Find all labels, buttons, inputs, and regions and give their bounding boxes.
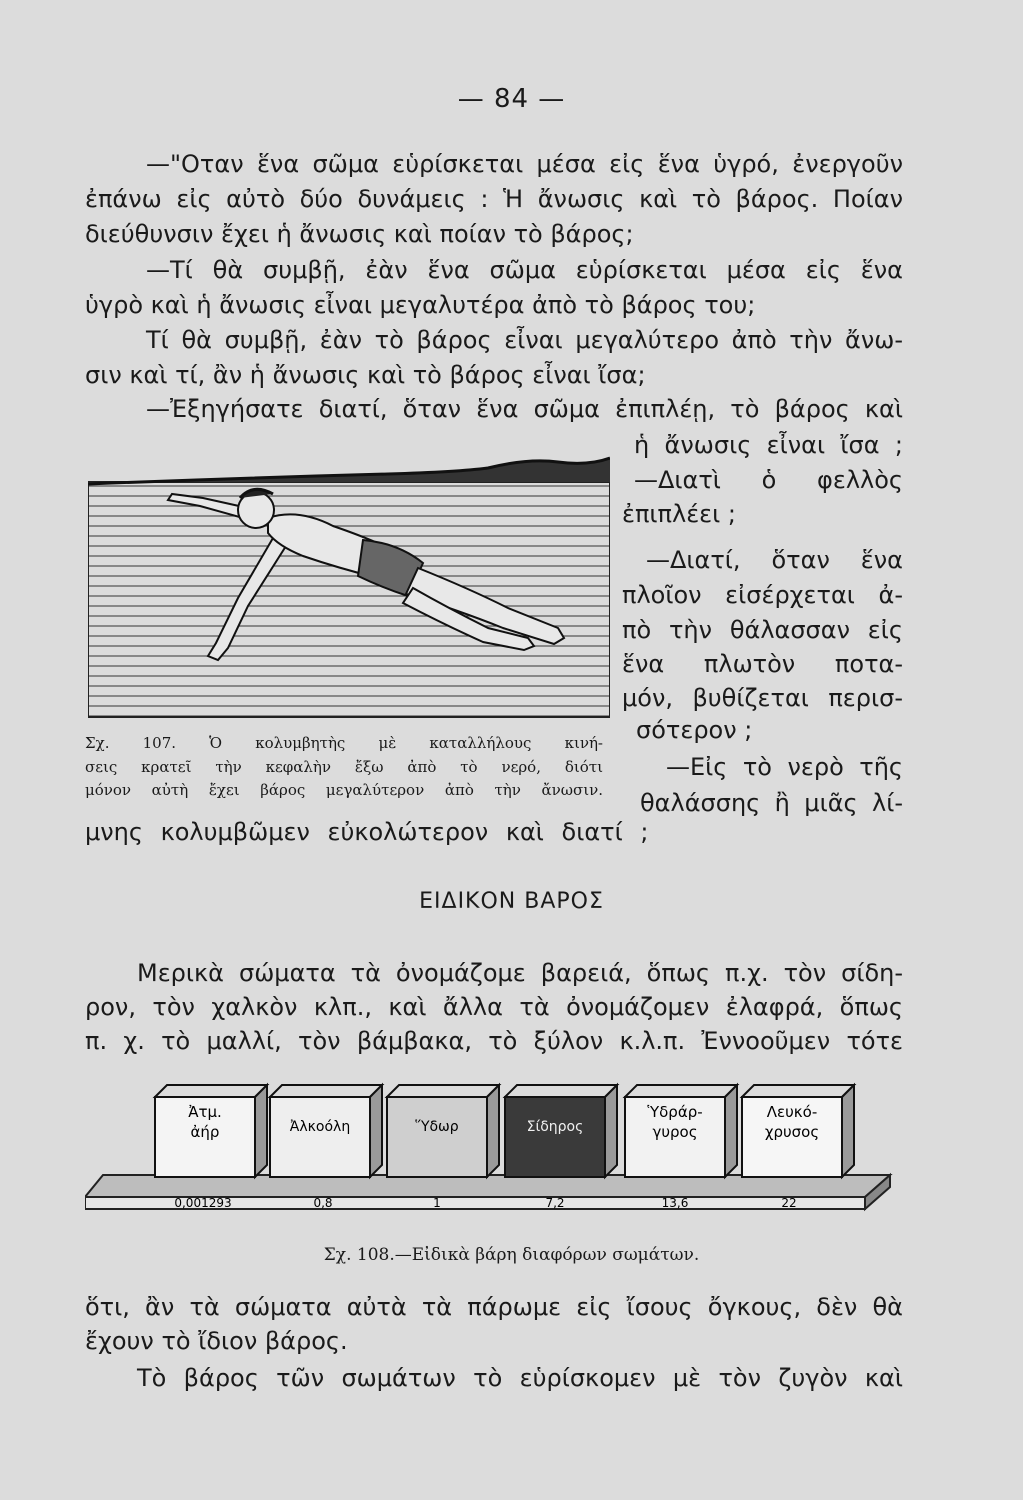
cube-side: [842, 1085, 854, 1177]
text-line: Τὸ βάρος τῶν σωμάτων τὸ εὑρίσκομεν μὲ τὸν ζυγὸν καὶ: [137, 1364, 903, 1392]
specific-gravity-value: 7,2: [545, 1196, 565, 1210]
figure-107-caption-line: σεις κρατεῖ τὴν κεφαλὴν ἔξω ἀπὸ τὸ νερό, διότι: [85, 758, 603, 776]
cube-label: ἀήρ: [190, 1123, 220, 1141]
text-line: μνης κολυμβῶμεν εὐκολώτερον καὶ διατί ;: [85, 818, 649, 846]
specific-gravity-value: 13,6: [661, 1196, 689, 1210]
text-line: διεύθυνσιν ἔχει ἡ ἄνωσις καὶ ποίαν τὸ βάρος;: [85, 220, 634, 248]
cube-front: [505, 1097, 605, 1177]
side-text-line: —Διατὶ ὁ φελλὸς: [634, 466, 903, 494]
text-line: —Ἐξηγήσατε διατί, ὅταν ἕνα σῶμα ἐπιπλέῃ, τὸ βάρος καὶ: [146, 395, 903, 423]
side-text-line: —Διατί, ὅταν ἕνα: [646, 546, 903, 574]
swimmer-illustration: [88, 438, 610, 718]
specific-gravity-value: 22: [781, 1196, 797, 1210]
cube-side: [255, 1085, 267, 1177]
cube-label: Ὑδράρ-: [647, 1103, 703, 1121]
text-line: ὑγρὸ καὶ ἡ ἄνωσις εἶναι μεγαλυτέρα ἀπὸ τὸ βάρος του;: [85, 291, 756, 319]
side-text-line: πὸ τὴν θάλασσαν εἰς: [622, 616, 903, 644]
side-text-line: πλοῖον εἰσέρχεται ἀ-: [622, 581, 903, 609]
side-text-line: ἕνα πλωτὸν ποτα-: [622, 650, 903, 678]
text-line: ρον, τὸν χαλκὸν κλπ., καὶ ἄλλα τὰ ὀνομάζομεν ἐλαφρά, ὅπως: [85, 993, 903, 1021]
text-line: ἔχουν τὸ ἴδιον βάρος.: [85, 1327, 348, 1355]
cube-side: [487, 1085, 499, 1177]
cube-label: Ἀλκοόλη: [289, 1119, 351, 1135]
cube-label: Ἀτμ.: [188, 1103, 222, 1121]
cube-top: [155, 1085, 267, 1097]
figure-107-caption-line: μόνον αὐτὴ ἔχει βάρος μεγαλύτερον ἀπὸ τὴν ἄνωσιν.: [85, 781, 603, 799]
side-text-line: —Εἰς τὸ νερὸ τῆς: [666, 753, 903, 781]
cube-top: [387, 1085, 499, 1097]
side-text-line: μόν, βυθίζεται περισ-: [622, 684, 903, 712]
text-line: —"Οταν ἕνα σῶμα εὑρίσκεται μέσα εἰς ἕνα ὑγρό, ἐνεργοῦν: [146, 150, 903, 178]
side-text-line: ἐπιπλέει ;: [622, 500, 736, 528]
cube-top: [270, 1085, 382, 1097]
figure-108-caption: Σχ. 108.—Εἰδικὰ βάρη διαφόρων σωμάτων.: [323, 1245, 700, 1265]
side-text-line: ἡ ἄνωσις εἶναι ἴσα ;: [634, 431, 903, 459]
cube-front: [387, 1097, 487, 1177]
text-line: Μερικὰ σώματα τὰ ὀνομάζομε βαρειά, ὅπως π.χ. τὸν σίδη-: [137, 959, 903, 987]
section-title: ΕΙΔΙΚΟΝ ΒΑΡΟΣ: [419, 889, 604, 914]
page-number: — 84 —: [457, 84, 566, 114]
cube-top: [742, 1085, 854, 1097]
specific-gravity-value: 0,8: [313, 1196, 333, 1210]
text-line: ἐπάνω εἰς αὐτὸ δύο δυνάμεις : Ἡ ἄνωσις καὶ τὸ βάρος. Ποίαν: [85, 185, 903, 213]
specific-gravity-illustration: [85, 1075, 905, 1225]
cube-side: [370, 1085, 382, 1177]
specific-gravity-value: 1: [433, 1196, 441, 1210]
text-line: σιν καὶ τί, ἂν ἡ ἄνωσις καὶ τὸ βάρος εἶναι ἴσα;: [85, 361, 646, 389]
cube-side: [605, 1085, 617, 1177]
text-line: ὅτι, ἂν τὰ σώματα αὐτὰ τὰ πάρωμε εἰς ἴσους ὄγκους, δὲν θὰ: [85, 1293, 903, 1321]
cube-label: Ὕδωρ: [415, 1119, 459, 1135]
text-line: Τί θὰ συμβῇ, ἐὰν τὸ βάρος εἶναι μεγαλύτερο ἀπὸ τὴν ἄνω-: [146, 326, 903, 354]
text-line: —Τί θὰ συμβῇ, ἐὰν ἕνα σῶμα εὑρίσκεται μέσα εἰς ἕνα: [146, 256, 903, 284]
cube-label: Λευκό-: [766, 1103, 818, 1121]
side-text-line: σότερον ;: [636, 716, 753, 744]
cube-top: [625, 1085, 737, 1097]
figure-107-caption-line: Σχ. 107. Ὁ κολυμβητὴς μὲ καταλλήλους κινή-: [85, 734, 603, 752]
specific-gravity-value: 0,001293: [174, 1196, 232, 1210]
cube-label: χρυσος: [764, 1123, 820, 1141]
text-line: π. χ. τὸ μαλλί, τὸν βάμβακα, τὸ ξύλον κ.λ.π. Ἐννοοῦμεν τότε: [85, 1027, 903, 1055]
cube-label: γυρος: [652, 1123, 698, 1141]
cube-front: [270, 1097, 370, 1177]
cube-label: Σίδηρος: [526, 1119, 584, 1135]
side-text-line: θαλάσσης ἢ μιᾶς λί-: [640, 789, 903, 817]
cube-top: [505, 1085, 617, 1097]
cube-side: [725, 1085, 737, 1177]
